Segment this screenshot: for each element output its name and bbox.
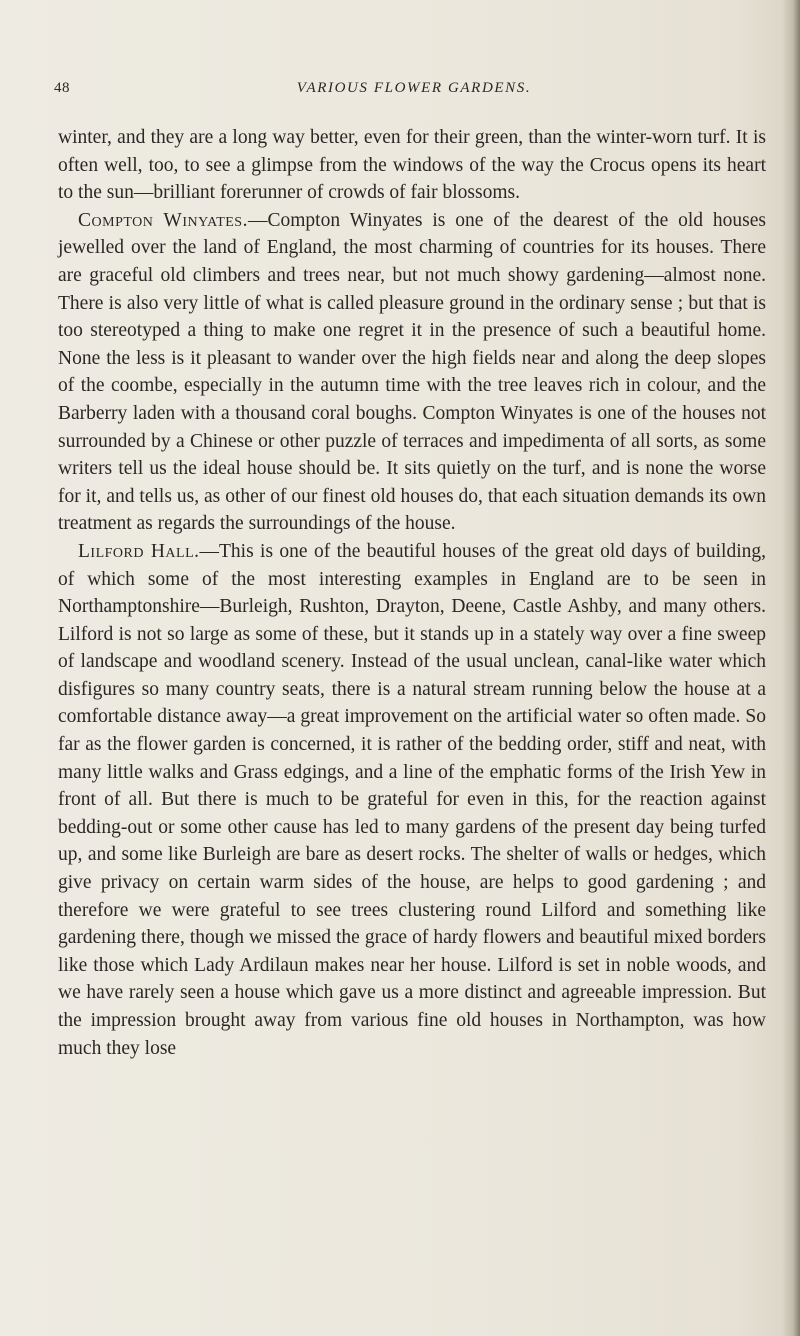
paragraph-lilford-hall [58,538,766,1062]
page-edge-shadow [782,0,800,1336]
paragraph-text: winter, and they are a long way better, even for their green, than the winter-worn turf. It is often well, too, to see a glimpse from the windows of the way the Crocus opens its heart to the sun—brilliant forerunner of crowds of fair blossoms. [58,127,766,204]
paragraph-text: —Compton Winyates is one of the dearest of the old houses jewelled over the land of England, the most charming of countries for its houses. There are graceful old climbers and trees near, but not much showy gardening—almost none. There is also very little of what is called pleasure ground in the ordinary sense ; but that is too stereotyped a thing to make one regret it in the presence of such a beautiful home. None the less is it pleasant to wander over the high fields near and along the deep slopes of the coombe, especially in the autumn time with the tree leaves rich in colour, and the Barberry laden with a thousand coral boughs. Compton Winyates is one of the houses not surrounded by a Chinese or other puzzle of terraces and impedimenta of all sorts, as some writers tell us the ideal house should be. It sits quietly on the turf, and is none the worse for it, and tells us, as other of our finest old houses do, that each situation demands its own treatment as regards the surroundings of the house. [58,209,767,535]
paragraph-continuation [58,124,766,207]
section-heading: Lilford Hall. [78,540,200,562]
running-head: VARIOUS FLOWER GARDENS. [296,80,532,96]
page-number: 48 [54,80,70,96]
section-heading: Compton Winyates. [78,209,248,231]
paragraph-compton-winyates [58,207,766,538]
paragraph-text: —This is one of the beautiful houses of the great old days of building, of which some of the most interesting examples in England are to be seen in Northamptonshire—Burleigh, Rushton, Drayton, Deene, Castle Ashby, and many others. Lilford is not so large as some of these, but it stands up in a stately way over a fine sweep of landscape and woodland scenery. Instead of the usual unclean, canal-like water which disfigures so many country seats, there is a natural stream running below the house at a comfortable distance away—a great improvement on the artificial water so often made. So far as the flower garden is concerned, it is rather of the bedding order, stiff and neat, with many little walks and Grass edgings, and a line of the emphatic forms of the Irish Yew in front of all. But there is much to be grateful for even in this, for the reaction against bedding-out or some other cause has led to many gardens of the present day being turfed up, and some like Burleigh are bare as desert rocks. The shelter of walls or hedges, which give privacy on certain warm sides of the house, are helps to good gardening ; and therefore we were grateful to see trees clustering round Lilford and something like gardening there, though we missed the grace of hardy flowers and beautiful mixed borders like those which Lady Ardilaun makes near her house. Lilford is set in noble woods, and we have rarely seen a house which gave us a more distinct and agreeable impression. But the impression brought away from various fine old houses in Northampton, was how much they lose [58,540,766,1059]
body-text [58,124,766,1062]
page-header [54,80,774,104]
